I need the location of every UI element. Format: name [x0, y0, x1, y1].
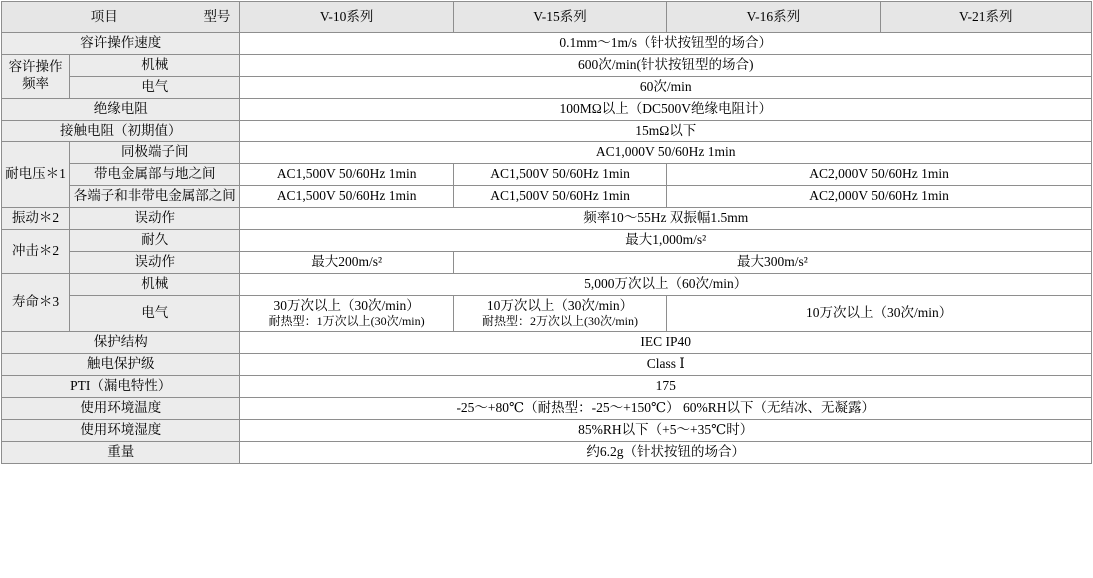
- row-label-operating-speed: 容许操作速度: [2, 33, 240, 55]
- table-row: [2, 229, 1092, 251]
- table-row: [2, 441, 1092, 463]
- table-row: [2, 186, 1092, 208]
- row-value-withstand-same-polarity: AC1,000V 50/60Hz 1min: [240, 142, 1092, 164]
- row-label-withstand-voltage: 耐电压＊1: [2, 142, 70, 208]
- table-row: [2, 419, 1092, 441]
- header-model-label: 型号: [203, 8, 231, 24]
- row-value-weight: 约6.2g（针状按钮的场合）: [240, 441, 1092, 463]
- table-row: [2, 164, 1092, 186]
- row-label-weight: 重量: [2, 441, 240, 463]
- row-label-contact-resistance: 接触电阻（初期值）: [2, 120, 240, 142]
- table-row: [2, 98, 1092, 120]
- header-col-v21: V-21系列: [880, 2, 1091, 33]
- row-value-shock-malfunction-rest: 最大300m/s²: [453, 251, 1091, 273]
- life-electrical-v15-heat: 耐热型：2万次以上(30次/min): [482, 314, 639, 329]
- row-value-shock-protection-class: Class Ⅰ: [240, 354, 1092, 376]
- table-row: [2, 295, 1092, 332]
- table-row: [2, 54, 1092, 76]
- row-value-vibration-malfunction: 频率10～55Hz 双振幅1.5mm: [240, 208, 1092, 230]
- row-label-protection-structure: 保护结构: [2, 332, 240, 354]
- row-sublabel-life-electrical: 电气: [70, 295, 240, 332]
- row-sublabel-mechanical: 机械: [70, 54, 240, 76]
- row-value-withstand-nonlive-v16-v21: AC2,000V 50/60Hz 1min: [667, 186, 1092, 208]
- table-row: [2, 76, 1092, 98]
- row-label-shock-protection-class: 触电保护级: [2, 354, 240, 376]
- header-col-v15: V-15系列: [453, 2, 666, 33]
- table-row: [2, 398, 1092, 420]
- row-label-operating-frequency-line2: 频率: [22, 76, 50, 92]
- row-label-life: 寿命＊3: [2, 273, 70, 332]
- table-row: [2, 142, 1092, 164]
- row-label-ambient-humidity: 使用环境湿度: [2, 419, 240, 441]
- table-row: [2, 354, 1092, 376]
- row-value-withstand-nonlive-v10: AC1,500V 50/60Hz 1min: [240, 186, 453, 208]
- row-value-withstand-ground-v10: AC1,500V 50/60Hz 1min: [240, 164, 453, 186]
- table-row: [2, 273, 1092, 295]
- row-value-frequency-mechanical: 600次/min(针状按钮型的场合): [240, 54, 1092, 76]
- row-value-withstand-nonlive-v15: AC1,500V 50/60Hz 1min: [453, 186, 666, 208]
- table-row: [2, 208, 1092, 230]
- row-sublabel-electrical: 电气: [70, 76, 240, 98]
- row-sublabel-life-mechanical: 机械: [70, 273, 240, 295]
- table-row: [2, 33, 1092, 55]
- row-value-withstand-ground-v15: AC1,500V 50/60Hz 1min: [453, 164, 666, 186]
- life-electrical-v10-heat: 耐热型：1万次以上(30次/min): [268, 314, 425, 329]
- row-value-operating-speed: 0.1mm～1m/s（针状按钮型的场合）: [240, 33, 1092, 55]
- row-value-life-electrical-v16-v21: 10万次以上（30次/min）: [667, 295, 1092, 332]
- specifications-table: [1, 1, 1092, 464]
- row-value-contact-resistance: 15mΩ以下: [240, 120, 1092, 142]
- row-value-frequency-electrical: 60次/min: [240, 76, 1092, 98]
- row-value-protection-structure: IEC IP40: [240, 332, 1092, 354]
- life-electrical-v10-main: 30万次以上（30次/min）: [273, 297, 420, 313]
- row-label-shock: 冲击＊2: [2, 229, 70, 273]
- row-value-life-electrical-v10: [240, 295, 453, 332]
- row-sublabel-vibration-malfunction: 误动作: [70, 208, 240, 230]
- row-sublabel-shock-malfunction: 误动作: [70, 251, 240, 273]
- row-value-life-mechanical: 5,000万次以上（60次/min）: [240, 273, 1092, 295]
- spec-sheet: [0, 1, 1093, 578]
- row-value-shock-durability: 最大1,000m/s²: [240, 229, 1092, 251]
- row-label-pti: PTI（漏电特性）: [2, 376, 240, 398]
- row-label-operating-frequency-line1: 容许操作: [8, 59, 63, 75]
- header-item-label: 项目: [90, 8, 118, 24]
- table-row: [2, 376, 1092, 398]
- header-item-model: [2, 2, 240, 33]
- row-value-ambient-temperature: -25～+80℃（耐热型：-25～+150℃） 60%RH以下（无结冰、无凝露）: [240, 398, 1092, 420]
- row-label-operating-frequency: [2, 54, 70, 98]
- row-sublabel-same-polarity: 同极端子间: [70, 142, 240, 164]
- row-sublabel-shock-durability: 耐久: [70, 229, 240, 251]
- table-row: [2, 120, 1092, 142]
- row-value-withstand-ground-v16-v21: AC2,000V 50/60Hz 1min: [667, 164, 1092, 186]
- row-label-insulation-resistance: 绝缘电阻: [2, 98, 240, 120]
- row-sublabel-terminals-nonlive: 各端子和非带电金属部之间: [70, 186, 240, 208]
- row-value-insulation-resistance: 100MΩ以上（DC500V绝缘电阻计）: [240, 98, 1092, 120]
- row-label-vibration: 振动＊2: [2, 208, 70, 230]
- header-col-v10: V-10系列: [240, 2, 453, 33]
- header-col-v16: V-16系列: [667, 2, 880, 33]
- table-row: [2, 251, 1092, 273]
- life-electrical-v15-main: 10万次以上（30次/min）: [486, 297, 634, 313]
- row-sublabel-live-metal-ground: 带电金属部与地之间: [70, 164, 240, 186]
- row-value-life-electrical-v15: [453, 295, 666, 332]
- row-value-ambient-humidity: 85%RH以下（+5～+35℃时）: [240, 419, 1092, 441]
- table-header-row: [2, 2, 1092, 33]
- row-value-shock-malfunction-v10: 最大200m/s²: [240, 251, 453, 273]
- table-row: [2, 332, 1092, 354]
- row-value-pti: 175: [240, 376, 1092, 398]
- row-label-ambient-temperature: 使用环境温度: [2, 398, 240, 420]
